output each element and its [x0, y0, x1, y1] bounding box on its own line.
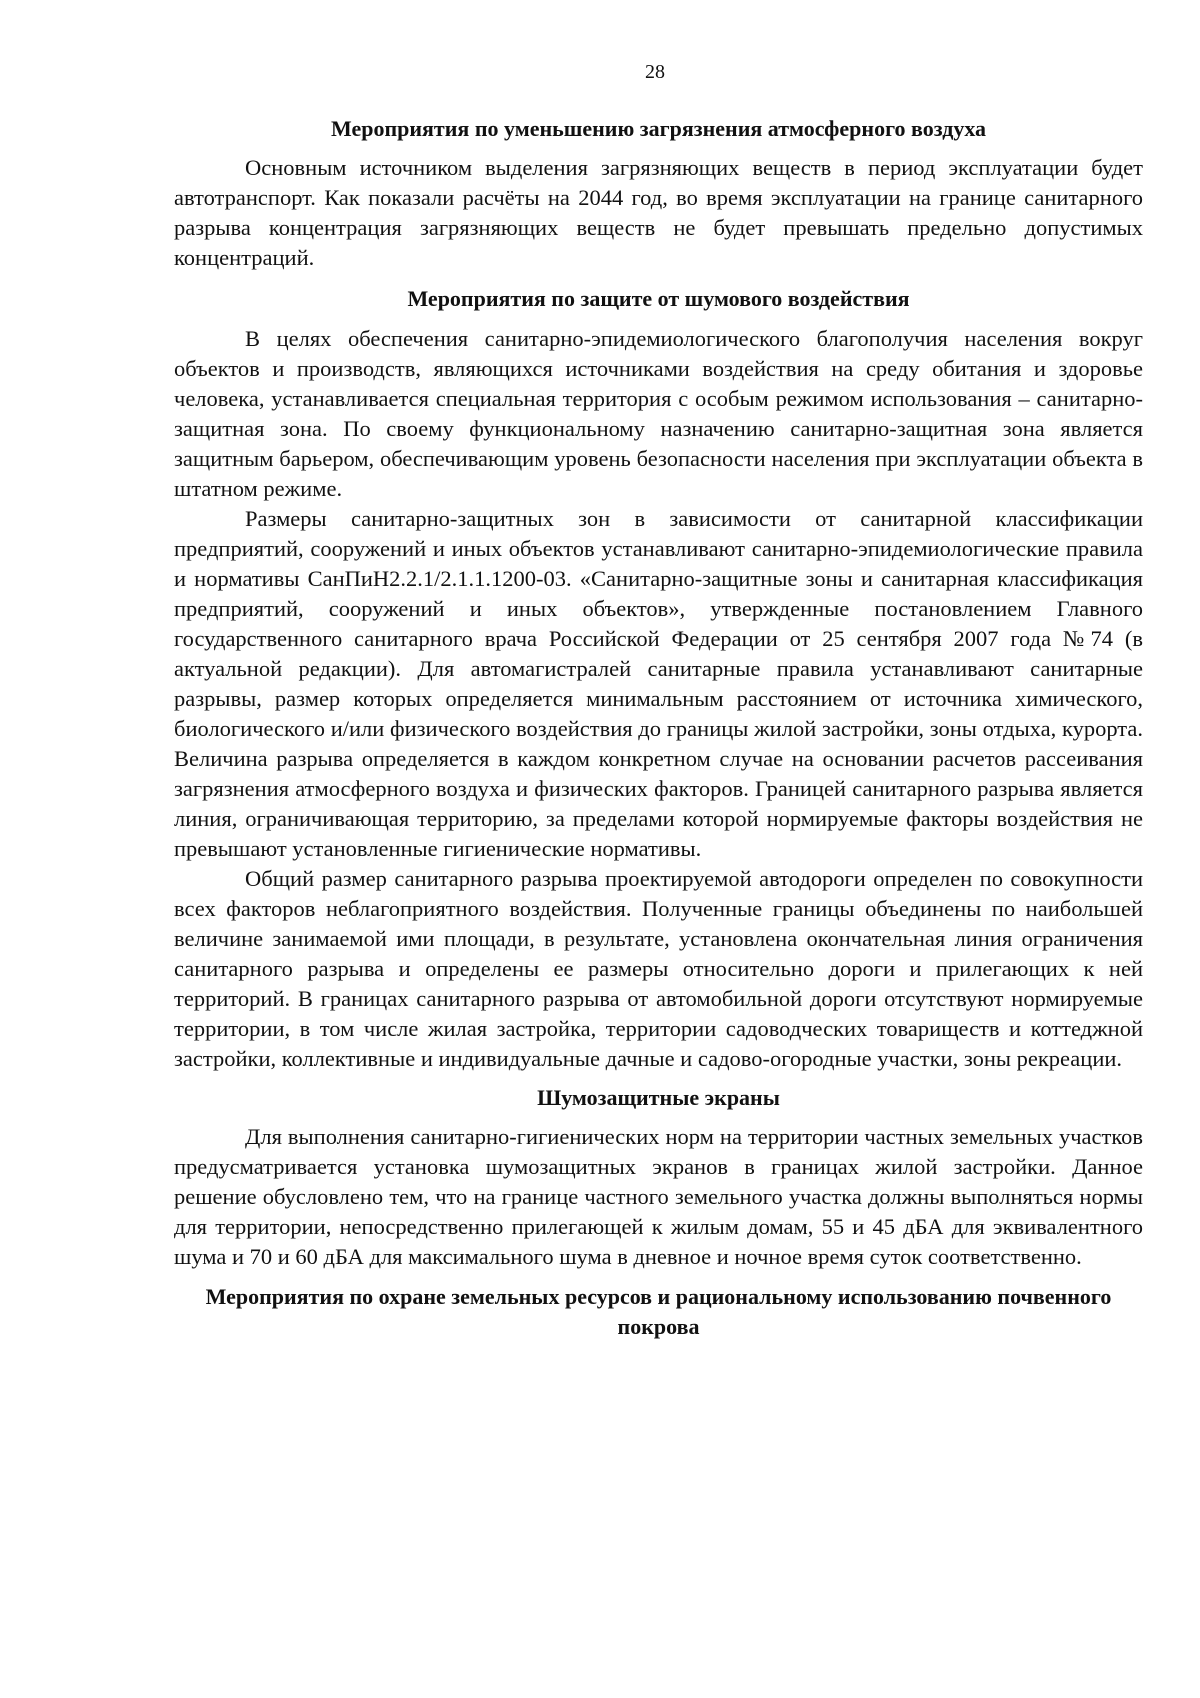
paragraph-air-1: Основным источником выделения загрязняющих веществ в период эксплуатации будет автотранспорт. Как показали расчёты на 2044 год, во время эксплуатации на границе санитарного разрыва концентрация загрязняющих веществ не будет превышать предельно допустимых концентраций. — [174, 155, 1143, 270]
paragraph-noise-1: В целях обеспечения санитарно-эпидемиологического благополучия населения вокруг объектов и производств, являющихся источниками воздействия на среду обитания и здоровье человека, устанавливается специальная территория с особым режимом использования – санитарно-защитная зона. По своему функциональному назначению санитарно-защитная зона является защитным барьером, обеспечивающим уровень безопасности населения при эксплуатации объекта в штатном режиме. — [174, 326, 1143, 501]
paragraph-noise-2: Размеры санитарно-защитных зон в зависимости от санитарной классификации предприятий, сооружений и иных объектов устанавливают санитарно-эпидемиологические правила и нормативы СанПиН2.2.1/2.1.1.1200-03. «Санитарно-защитные зоны и санитарная классификация предприятий, сооружений и иных объектов», утвержденные постановлением Главного государственного санитарного врача Российской Федерации от 25 сентября 2007 года №74 (в актуальной редакции). Для автомагистралей санитарные правила устанавливают санитарные разрывы, размер которых определяется минимальным расстоянием от источника химического, биологического и/или физического воздействия до границы жилой застройки, зоны отдыха, курорта. Величина разрыва определяется в каждом конкретном случае на основании расчетов рассеивания загрязнения атмосферного воздуха и физических факторов. Границей санитарного разрыва является линия, ограничивающая территорию, за пределами которой нормируемые факторы воздействия не превышают установленные гигиенические нормативы. — [174, 506, 1143, 861]
page-number: 28 — [645, 61, 665, 83]
section-heading-air: Мероприятия по уменьшению загрязнения атмосферного воздуха — [330, 116, 987, 141]
paragraph-noise-3: Общий размер санитарного разрыва проектируемой автодороги определен по совокупности всех факторов неблагоприятного воздействия. Полученные границы объединены по наибольшей величине занимаемой ими площади, в результате, установлена окончательная линия ограничения санитарного разрыва и определены ее размеры относительно дороги и прилегающих к ней территорий. В границах санитарного разрыва от автомобильной дороги отсутствуют нормируемые территории, в том числе жилая застройка, территории садоводческих товариществ и коттеджной застройки, коллективные и индивидуальные дачные и садово-огородные участки, зоны рекреации. — [174, 866, 1143, 1071]
paragraph-screens-1: Для выполнения санитарно-гигиенических норм на территории частных земельных участков предусматривается установка шумозащитных экранов в границах жилой застройки. Данное решение обусловлено тем, что на границе частного земельного участка должны выполняться нормы для территории, непосредственно прилегающей к жилым домам, 55 и 45 дБА для эквивалентного шума и 70 и 60 дБА для максимального шума в дневное и ночное время суток соответственно. — [174, 1124, 1143, 1269]
section-heading-noise: Мероприятия по защите от шумового воздействия — [407, 286, 910, 311]
section-heading-screens: Шумозащитные экраны — [537, 1085, 780, 1110]
page-content — [174, 114, 1143, 1342]
section-heading-land: Мероприятия по охране земельных ресурсов и рациональному использованию почвенного покрова — [205, 1284, 1112, 1339]
